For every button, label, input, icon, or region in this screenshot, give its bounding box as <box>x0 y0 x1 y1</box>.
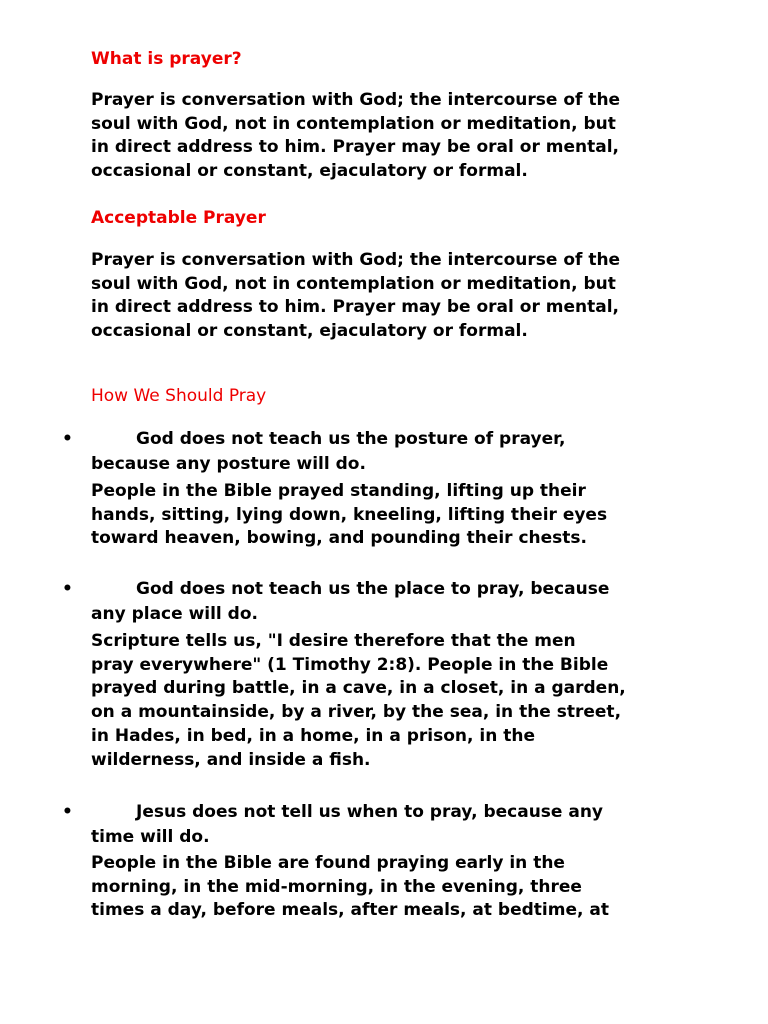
heading-acceptable-prayer: Acceptable Prayer <box>91 208 266 228</box>
heading-how-we-should-pray: How We Should Pray <box>91 386 267 406</box>
bullet-marker: • <box>62 802 73 822</box>
heading-what-is-prayer: What is prayer? <box>91 49 242 69</box>
bullet-lead-place: God does not teach us the place to pray, because any place will do. <box>91 579 610 624</box>
bullet-marker: • <box>62 579 73 599</box>
paragraph-acceptable-prayer: Prayer is conversation with God; the intercourse of the soul with God, not in contemplation or meditation, but in direct address to him. Prayer may be oral or mental, occasional or constant, ejaculatory or formal. <box>91 250 621 342</box>
bullet-detail-time: People in the Bible are found praying early in the morning, in the mid-morning, in the evening, three times a day, before meals, after meals, at bedtime, at <box>91 853 609 921</box>
bullet-lead-posture: God does not teach us the posture of prayer, because any posture will do. <box>91 429 566 474</box>
bullet-marker: • <box>62 429 73 449</box>
bullet-lead-time: Jesus does not tell us when to pray, because any time will do. <box>91 802 604 847</box>
bullet-detail-place: Scripture tells us, "I desire therefore that the men pray everywhere" (1 Timothy 2:8). People in the Bible prayed during battle, in a cave, in a closet, in a garden, on a mountainside, by a river, by the sea, in the street, in Hades, in bed, in a home, in a prison, in the wilderness, and inside a fish. <box>91 631 626 770</box>
paragraph-what-is-prayer: Prayer is conversation with God; the intercourse of the soul with God, not in contemplation or meditation, but in direct address to him. Prayer may be oral or mental, occasional or constant, ejaculatory or formal. <box>91 90 621 182</box>
bullet-detail-posture: People in the Bible prayed standing, lifting up their hands, sitting, lying down, kneeling, lifting their eyes toward heaven, bowing, and pounding their chests. <box>91 481 608 549</box>
